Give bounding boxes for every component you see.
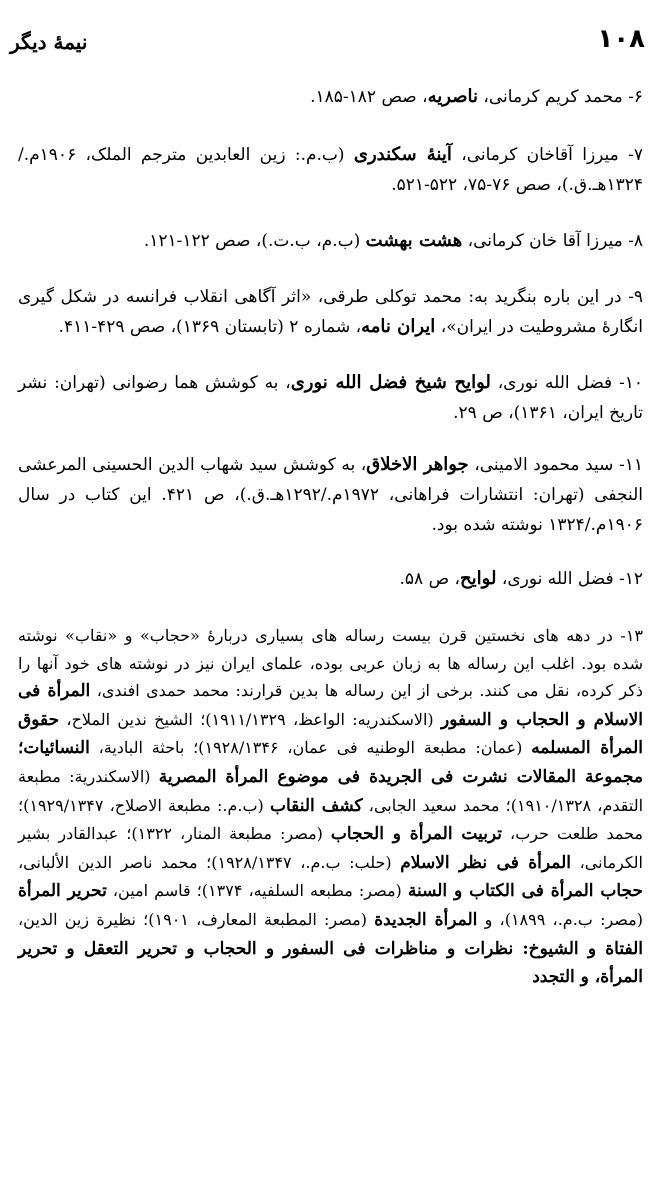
note-title: جواهر الاخلاق bbox=[366, 454, 469, 475]
note-text: (الاسکندریة: مطبعة التقدم، ۱۹۱۰/۱۳۲۸)؛ محمد سعید الجابی، bbox=[18, 766, 644, 815]
endnote-11 bbox=[18, 450, 643, 540]
note-text: ، به کوشش هما رضوانی (تهران: نشر تاریخ ایران، ۱۳۶۱)، ص ۲۹. bbox=[18, 373, 643, 423]
endnote-12 bbox=[18, 564, 643, 594]
note-text: (حلب: ب.م.، ۱۹۲۸/۱۳۴۷)؛ محمد ناصر الدین الألبانی، bbox=[18, 852, 401, 872]
note-title: تربیت المرأة و الحجاب bbox=[330, 824, 503, 845]
page-header bbox=[10, 22, 645, 62]
note-title: آینهٔ سکندری bbox=[353, 144, 452, 165]
note-title: لوایح bbox=[460, 568, 497, 589]
endnote-10 bbox=[18, 368, 643, 428]
note-text: ۱۳- در دهه های نخستین قرن بیست رساله های بسیاری دربارهٔ «حجاب» و «نقاب» نوشته شده بود. اغلب این رساله ها به زبان عربی بوده، علمای ایران نیز در نوشته های خود آنها را ذکر کرده، نقل می کنند. برخی از این رساله ها بدین قرارند: محمد حمدی افندی، bbox=[18, 626, 643, 701]
endnote-9 bbox=[18, 282, 643, 342]
endnote-8 bbox=[18, 226, 643, 256]
page-number: ۱۰۸ bbox=[597, 24, 645, 54]
note-text: ، شماره ۲ (تابستان ۱۳۶۹)، صص ۴۲۹-۴۱۱. bbox=[58, 317, 362, 337]
note-title: المرأة فی الاسلام و الحجاب و السفور bbox=[18, 681, 644, 730]
note-text: (ب.م.: زین العابدین مترجم الملک، ۱۹۰۶م./۱۳۲۴هـ.ق.)، صص ۷۶-۷۵، ۵۲۲-۵۲۱. bbox=[18, 145, 643, 195]
note-title: الفتاة و الشیوخ: نظرات و مناظرات فی السفور و الحجاب و تحریر التعقل و تحریر المرأة، و التجدد bbox=[18, 938, 643, 988]
note-text: ، صص ۱۸۲-۱۸۵. bbox=[310, 87, 428, 107]
note-title: النسائیات؛ مجموعة المقالات نشرت فی الجریدة فی موضوع المرأة المصریة bbox=[18, 738, 643, 787]
endnote-6 bbox=[18, 82, 643, 112]
note-text: (مصر: المطبعة المعارف، ۱۹۰۱)؛ نظیرة زین الدین، bbox=[18, 909, 375, 929]
note-text: ۶- محمد کریم کرمانی، bbox=[478, 87, 643, 107]
running-title: نیمهٔ دیگر bbox=[10, 30, 88, 54]
note-text: (مصر: مطبعه السلفیه، ۱۳۷۴)؛ قاسم امین، bbox=[106, 881, 408, 901]
note-text: (مصر: مطبعة المنار، ۱۳۲۲)؛ عبدالقادر بشیر الکرمانی، bbox=[18, 824, 644, 872]
note-text: ۷- میرزا آقاخان کرمانی، bbox=[451, 145, 643, 165]
note-title: کشف النقاب bbox=[269, 795, 363, 816]
note-text: ۱۲- فضل الله نوری، bbox=[496, 569, 643, 589]
note-text: (الاسکندریه: الواعظ، ۱۹۱۱/۱۳۲۹)؛ الشیخ ندین الملاح، bbox=[59, 709, 441, 729]
note-text: (مصر: ب.م.، ۱۸۹۹)، و bbox=[477, 909, 643, 929]
note-title: ناصریه bbox=[427, 86, 478, 107]
note-text: (عمان: مطبعة الوطنیه فی عمان، ۱۹۲۸/۱۳۴۶)؛ باحثة البادیة، bbox=[89, 738, 532, 758]
note-title: هشت بهشت bbox=[365, 230, 463, 251]
note-text: ۱۰- فضل الله نوری، bbox=[490, 373, 643, 393]
endnotes bbox=[18, 82, 643, 992]
note-title: ایران نامه bbox=[361, 316, 436, 337]
endnote-13 bbox=[18, 622, 643, 992]
note-title: حجاب المرأة فی الکتاب و السنة bbox=[407, 881, 644, 902]
note-text: ، ص ۵۸. bbox=[399, 569, 461, 589]
endnote-7 bbox=[18, 140, 643, 200]
note-text: ۸- میرزا آقا خان کرمانی، bbox=[462, 231, 643, 251]
note-title: المرأة الجدیدة bbox=[374, 909, 478, 930]
note-title: حقوق المرأة المسلمه bbox=[18, 709, 643, 759]
note-text: ، به کوشش سید شهاب الدین الحسینی المرعشی النجفی (تهران: انتشارات فراهانی، ۱۹۷۲م./۱۲۹۲هـ.ق.)، ص ۴۲۱. این کتاب در سال ۱۹۰۶م./۱۳۲۴ نوشته شده بود. bbox=[18, 455, 643, 535]
note-text: (ب.م، ب.ت.)، صص ۱۲۲-۱۲۱. bbox=[143, 231, 366, 251]
note-title: لوایح شیخ فضل الله نوری bbox=[290, 372, 491, 393]
note-title: تحریر المرأة bbox=[18, 881, 107, 902]
note-text: (ب.م.: مطبعة الاصلاح، ۱۹۲۹/۱۳۴۷)؛ محمد طلعت حرب، bbox=[18, 795, 643, 844]
note-title: المرأة فی نظر الاسلام bbox=[400, 852, 572, 873]
note-text: ۱۱- سید محمود الامینی، bbox=[468, 455, 644, 475]
note-text: ۹- در این باره بنگرید به: محمد توکلی طرقی، «اثر آگاهی انقلاب فرانسه در شکل گیری انگارهٔ مشروطیت در ایران»، bbox=[18, 287, 643, 337]
